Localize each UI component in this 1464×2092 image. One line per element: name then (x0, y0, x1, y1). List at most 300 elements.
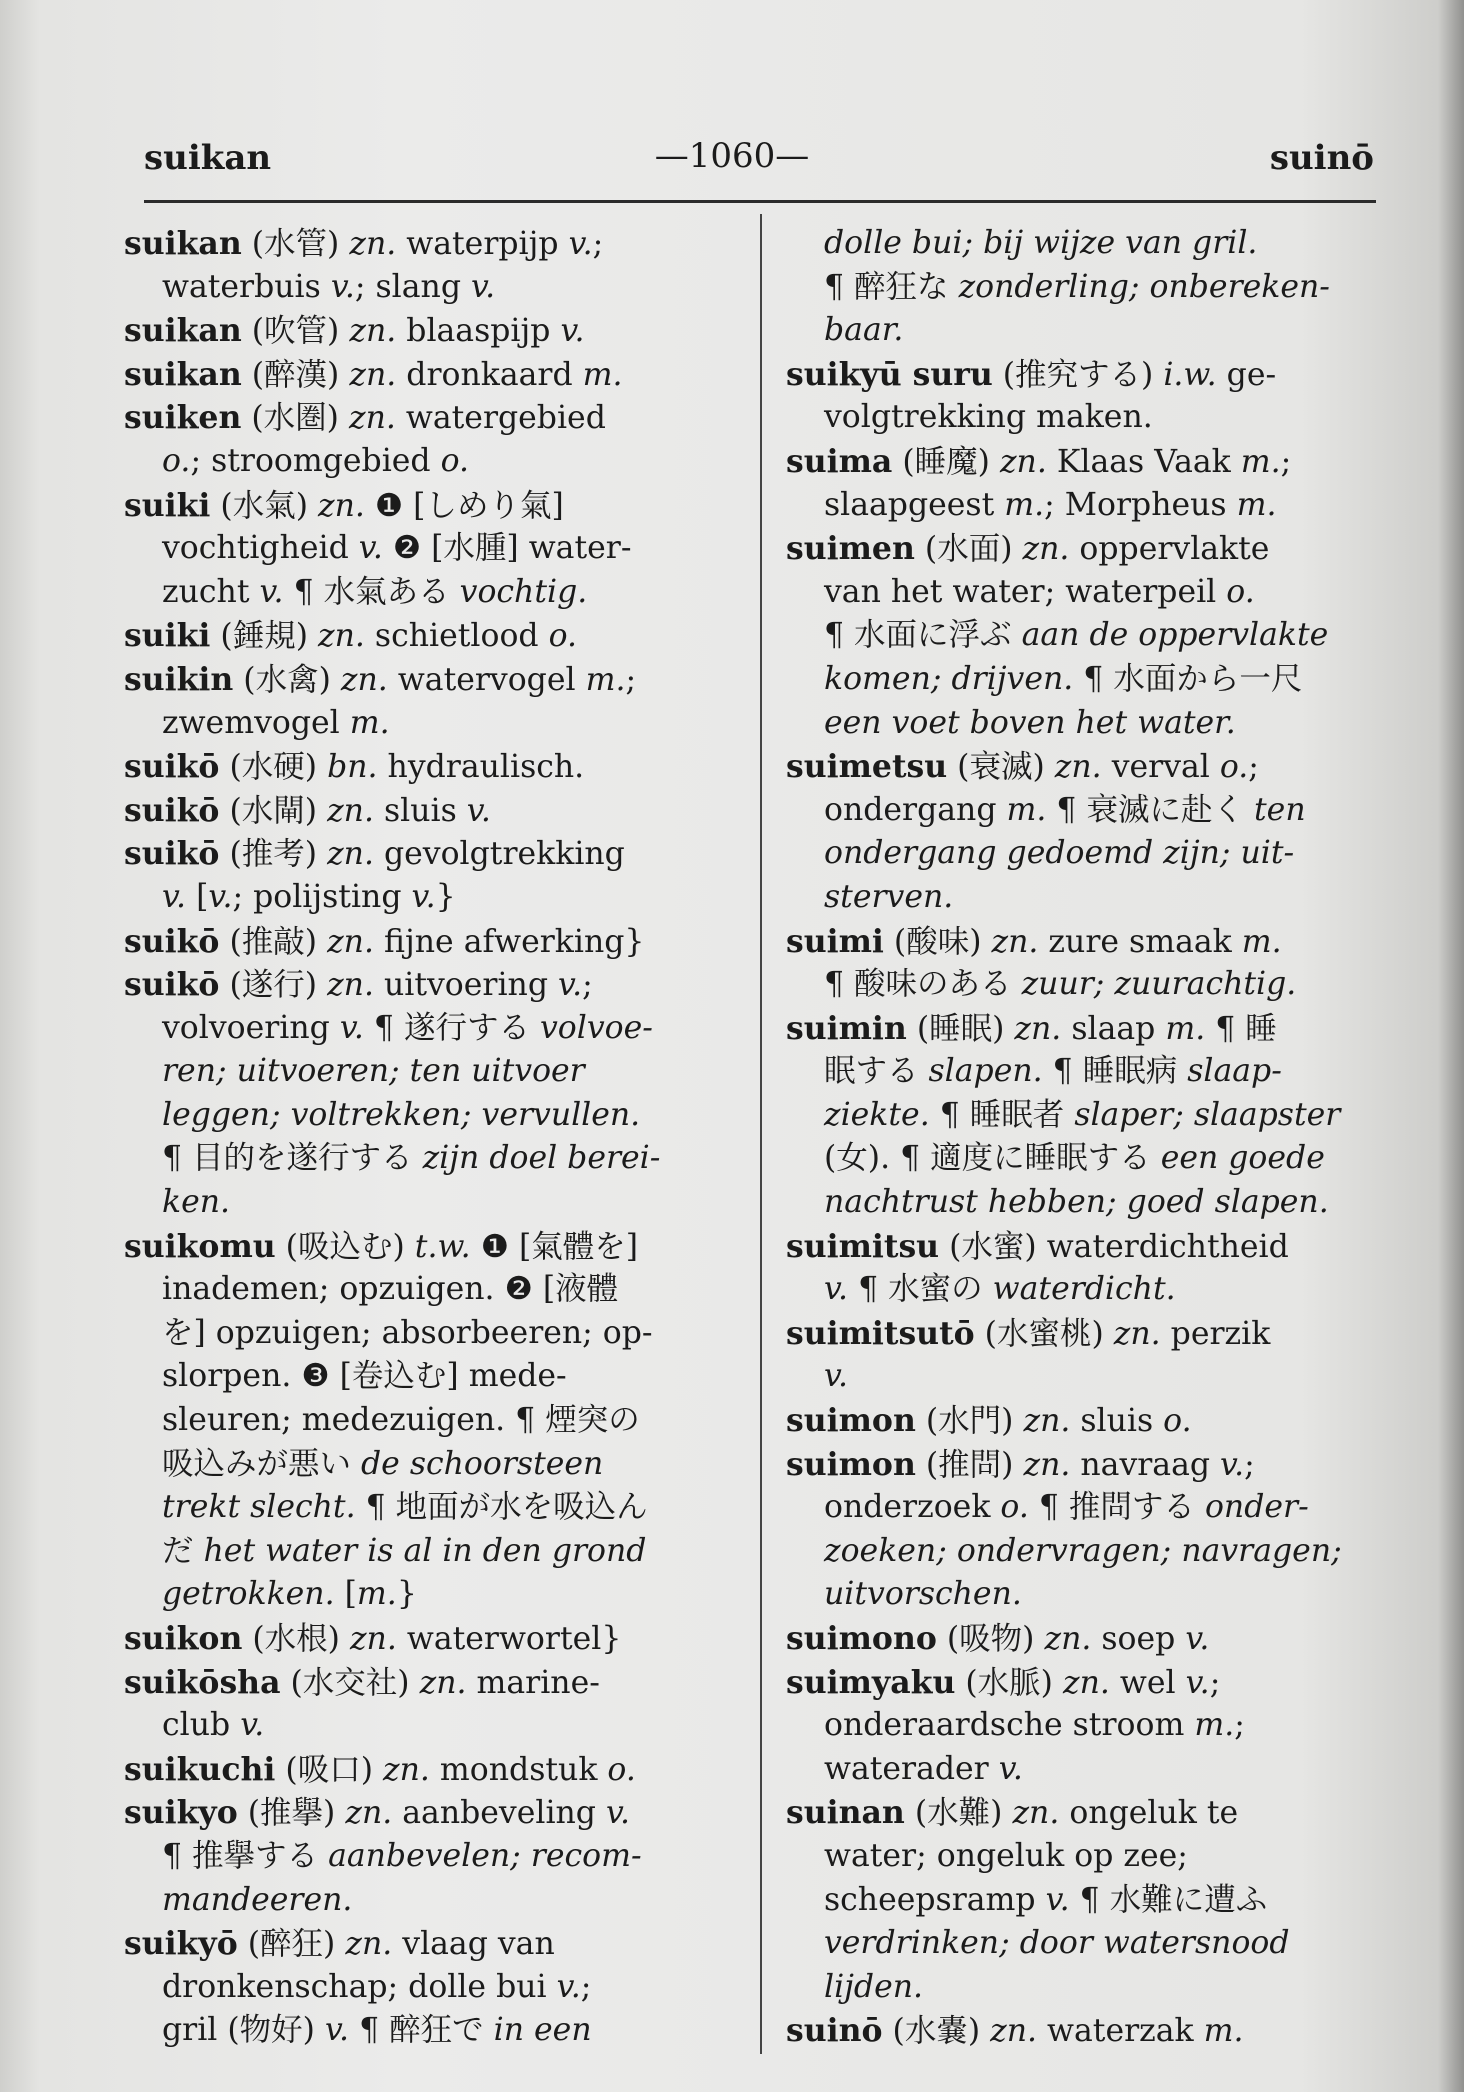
entry-text: zwemvogel (162, 704, 350, 741)
headword: suikōsha (124, 1663, 281, 1701)
entry-text: ¶ 水蜜の (848, 1271, 993, 1308)
entry-line (786, 1486, 1398, 1530)
entry-text: hydraulisch. (377, 749, 585, 786)
entry-line (124, 920, 736, 964)
entry-text: uitvoering (373, 967, 559, 1004)
entry-text: blaaspijp (396, 313, 561, 350)
entry-line (124, 1399, 736, 1443)
grammar-label: v. (411, 878, 436, 915)
entry-text: inademen; opzuigen. ❷ [液體 (162, 1271, 619, 1308)
grammar-label: zn. (345, 1795, 393, 1832)
entry-line (124, 1181, 736, 1225)
grammar-label: zn. (1062, 1664, 1110, 1701)
entry-line (124, 396, 736, 440)
headword: suiki (124, 617, 211, 655)
entry-text: ❶ [氣體を] (470, 1228, 639, 1265)
entry-text: (水蜜) (939, 1228, 1047, 1265)
grammar-label: t.w. (414, 1228, 471, 1265)
headword: suimitsu (786, 1227, 940, 1265)
entry-line (124, 1573, 736, 1617)
entry-line (786, 832, 1398, 876)
entry-text: gevolgtrekking (373, 836, 625, 873)
grammar-label: zn. (1044, 1621, 1092, 1657)
grammar-label: m. (585, 661, 626, 698)
grammar-label: zn. (1012, 1795, 1060, 1832)
entry-text: wel (1109, 1664, 1186, 1701)
grammar-label: zn. (327, 923, 374, 960)
italic-translation: volvoe- (540, 1009, 653, 1046)
entry-text: ¶ 酸味のある (824, 966, 1022, 1003)
entry-text: slaap (1061, 1010, 1166, 1047)
grammar-label: bn. (327, 749, 378, 786)
entry-text: ¶ 醉狂な (824, 268, 959, 305)
italic-translation: verdrinken; door watersnood (824, 1925, 1290, 1962)
headword: suimin (786, 1009, 907, 1047)
entry-text: ; stroomgebied (190, 442, 441, 479)
entry-text: [ (186, 878, 209, 915)
italic-translation: slaap- (1187, 1053, 1282, 1090)
entry-text: (水硬) (219, 749, 328, 786)
headword: suikyō (124, 1925, 238, 1963)
entry-text: [ (334, 1576, 357, 1613)
italic-translation: lijden. (824, 1968, 924, 2005)
entry-text: (水嚢) (882, 2013, 991, 2050)
italic-translation: het water is al in den grond (203, 1532, 647, 1569)
entry-line (124, 1879, 736, 1923)
grammar-label: v. (466, 792, 491, 829)
grammar-label: zn. (1113, 1315, 1161, 1352)
italic-translation: vochtig. (459, 573, 588, 610)
headword: suikō (124, 966, 220, 1004)
entry-text: waterbuis (162, 268, 331, 305)
headword: suinan (786, 1794, 905, 1832)
grammar-label: zn. (348, 400, 396, 437)
entry-text: ¶ 水面から一尺 (1073, 660, 1303, 697)
headword: suimetsu (786, 748, 948, 786)
entry-text: (水難) (904, 1795, 1013, 1832)
entry-text: onderzoek (824, 1489, 1001, 1526)
entry-text: navraag (1070, 1446, 1221, 1483)
entry-line (124, 1268, 736, 1312)
entry-text: ; (1209, 1664, 1221, 1701)
entry-line (124, 1050, 736, 1094)
italic-translation: zuur; zuurachtig. (1021, 966, 1297, 1003)
headword: suinō (786, 2012, 883, 2050)
italic-translation: leggen; voltrekken; vervullen. (162, 1096, 641, 1133)
italic-translation: in een (493, 2012, 592, 2049)
entry-text: ¶ 水面に浮ぶ (824, 617, 1022, 654)
entry-text: ❶ [しめり氣] (364, 487, 564, 524)
grammar-label: zn. (999, 443, 1047, 480)
entry-line (786, 1312, 1398, 1356)
grammar-label: v. (259, 573, 284, 610)
entry-line (786, 1661, 1398, 1705)
entry-text: waterwortel} (396, 1621, 622, 1657)
entry-text: ge- (1216, 356, 1277, 393)
grammar-label: o. (1226, 573, 1255, 610)
grammar-label: zn. (327, 792, 374, 829)
entry-text: (吸込む) (275, 1228, 415, 1265)
italic-translation: de schoorsteen (361, 1445, 604, 1482)
entry-text: ; Morpheus (1044, 486, 1237, 523)
entry-text: (醉漢) (241, 356, 350, 393)
entry-text: vlaag van (392, 1926, 555, 1963)
italic-translation: mandeeren. (162, 1881, 353, 1918)
entry-line (124, 571, 736, 615)
italic-translation: een goede (1160, 1140, 1325, 1177)
grammar-label: v. (558, 967, 583, 1004)
entry-line (124, 1835, 736, 1879)
grammar-label: m. (1006, 791, 1047, 828)
headword: suiki (124, 486, 211, 524)
entry-text: watergebied (395, 400, 606, 437)
entry-text: (水根) (242, 1621, 350, 1657)
italic-translation: slaper; slaapster (1074, 1096, 1341, 1133)
grammar-label: m. (582, 356, 623, 393)
entry-line (786, 396, 1398, 440)
entry-text: ¶ 水氣ある (283, 573, 460, 610)
entry-text: waterdichtheid (1046, 1228, 1289, 1265)
entry-text: ¶ 水難に遭ふ (1069, 1881, 1268, 1918)
entry-text: (吸口) (275, 1751, 383, 1788)
entry-text: } (435, 878, 456, 915)
entry-line (124, 1661, 736, 1705)
headword: suikō (124, 835, 220, 873)
italic-translation: ken. (162, 1184, 231, 1221)
entry-line (124, 309, 736, 353)
grammar-label: zn. (1054, 749, 1102, 786)
italic-translation: dolle bui; bij wijze van gril. (824, 225, 1258, 261)
entry-text: dronkaard (396, 356, 583, 393)
headword: suimi (786, 922, 884, 960)
entry-line (124, 1966, 736, 2010)
entry-text: (推敲) (219, 923, 328, 960)
entry-text: dronkenschap; dolle bui (162, 1968, 557, 2005)
grammar-label: zn. (1023, 1446, 1071, 1483)
entry-text: ; slang (354, 268, 472, 305)
entry-text: ; polijsting (232, 878, 412, 915)
entry-line (786, 963, 1398, 1007)
entry-line (786, 1835, 1398, 1879)
entry-line (124, 266, 736, 310)
grammar-label: zn. (349, 313, 397, 350)
grammar-label: m. (1236, 486, 1277, 523)
entry-line (786, 2009, 1398, 2053)
italic-translation: uitvorschen. (824, 1576, 1022, 1613)
entry-text: 吸込みが悪い (162, 1445, 362, 1482)
entry-text: (水蜜桃) (974, 1315, 1114, 1352)
headword: suimon (786, 1402, 916, 1440)
entry-text: waterader (824, 1750, 999, 1787)
entry-text: ; (582, 967, 593, 1004)
entry-text: 眠する (824, 1053, 929, 1090)
entry-text: (吹管) (241, 313, 350, 350)
entry-text: mondstuk (429, 1751, 608, 1788)
grammar-label: v. (1045, 1881, 1070, 1918)
entry-line (786, 1966, 1398, 2010)
entry-text: (醉狂) (237, 1926, 346, 1963)
grammar-label: m. (349, 704, 390, 741)
entry-line (786, 1530, 1398, 1574)
headword: suimen (786, 530, 915, 568)
entry-text: watervogel (387, 661, 586, 698)
entry-text: ¶ 地面が水を吸込ん (355, 1489, 648, 1526)
left-column (124, 222, 736, 2053)
entry-line (124, 1486, 736, 1530)
grammar-label: m. (1165, 1010, 1206, 1047)
entry-text: だ (162, 1532, 204, 1569)
entry-text: slorpen. ❸ [卷込む] mede- (162, 1358, 567, 1395)
entry-text: sluis (373, 792, 467, 829)
headword: suikan (124, 312, 242, 350)
entry-line (786, 266, 1398, 310)
entry-text: fijne afwerking} (373, 923, 645, 960)
italic-translation: nachtrust hebben; goed slapen. (824, 1184, 1329, 1221)
entry-line (786, 1355, 1398, 1399)
grammar-label: zn. (349, 226, 397, 262)
entry-text: onderaardsche stroom (824, 1707, 1195, 1744)
entry-line (786, 1399, 1398, 1443)
entry-text: (水禽) (233, 661, 341, 698)
entry-line (124, 658, 736, 702)
entry-text: (水交社) (280, 1664, 420, 1701)
grammar-label: zn. (349, 356, 397, 393)
headword: suima (786, 442, 893, 480)
entry-line (124, 789, 736, 833)
entry-line (124, 1922, 736, 1966)
entry-text: schietlood (364, 618, 549, 655)
headword: suikō (124, 791, 220, 829)
entry-text: vochtigheid (162, 530, 359, 567)
entry-line (786, 309, 1398, 353)
entry-text: ; (1234, 1707, 1245, 1744)
grammar-label: v. (240, 1707, 265, 1744)
right-guide-word: suinō (1269, 138, 1374, 178)
grammar-label: o. (548, 618, 578, 655)
headword: suiken (124, 399, 242, 437)
headword: suikuchi (124, 1750, 276, 1788)
entry-text: (遂行) (219, 967, 328, 1004)
entry-text: (吸物) (936, 1621, 1045, 1657)
grammar-label: v. (998, 1750, 1023, 1787)
entry-text: (水管) (241, 226, 350, 262)
entry-text: scheepsramp (824, 1881, 1046, 1918)
header-rule (144, 200, 1376, 203)
grammar-label: zn. (318, 487, 365, 524)
grammar-label: m. (1004, 486, 1045, 523)
grammar-label: v. (568, 226, 593, 262)
italic-translation: baar. (824, 312, 904, 349)
entry-line (786, 1573, 1398, 1617)
headword: suikan (124, 225, 242, 262)
grammar-label: zn. (340, 661, 388, 698)
entry-line (124, 1443, 736, 1487)
entry-text: sluis (1070, 1403, 1164, 1440)
entry-text: soep (1091, 1621, 1186, 1657)
grammar-label: v. (605, 1795, 631, 1832)
grammar-label: i.w. (1163, 356, 1217, 393)
entry-line (786, 876, 1398, 920)
entry-line (124, 1312, 736, 1356)
italic-translation: aan de oppervlakte (1021, 617, 1329, 654)
entry-line (786, 702, 1398, 746)
grammar-label: m. (1241, 923, 1282, 960)
headword: suikomu (124, 1227, 276, 1265)
entry-line (786, 1007, 1398, 1051)
entry-text: ; (1248, 749, 1259, 786)
entry-line (786, 571, 1398, 615)
entry-text: Klaas Vaak (1046, 443, 1241, 480)
grammar-label: zn. (327, 967, 374, 1004)
entry-line (124, 527, 736, 571)
entry-text: ¶ 睡眠者 (929, 1096, 1075, 1133)
grammar-label: v. (1185, 1621, 1210, 1657)
entry-line (786, 222, 1398, 266)
grammar-label: zn. (991, 923, 1039, 960)
entry-line (786, 1791, 1398, 1835)
grammar-label: zn. (990, 2013, 1038, 2050)
headword: suikon (124, 1620, 243, 1657)
entry-line (124, 1355, 736, 1399)
entry-text: (錘規) (210, 618, 319, 655)
grammar-label: zn. (327, 836, 374, 873)
entry-text: (睡眠) (906, 1010, 1015, 1047)
entry-line (786, 1181, 1398, 1225)
entry-line (786, 789, 1398, 833)
entry-text: (酸味) (883, 923, 992, 960)
grammar-label: zn. (383, 1751, 430, 1788)
italic-translation: zijn doel berei- (422, 1140, 661, 1177)
entry-text: aanbeveling (392, 1795, 606, 1832)
italic-translation: ondergang gedoemd zijn; uit- (824, 835, 1295, 872)
entry-text: (水脈) (955, 1664, 1063, 1701)
italic-translation: komen; drijven. (824, 660, 1074, 697)
entry-text: ¶ 推問する (1028, 1489, 1205, 1526)
entry-line (124, 222, 736, 266)
headword: suimyaku (786, 1663, 956, 1701)
entry-text: perzik (1160, 1315, 1271, 1352)
entry-line (124, 745, 736, 789)
headword: suimon (786, 1445, 916, 1483)
headword: suimono (786, 1620, 937, 1657)
entry-line (124, 1137, 736, 1181)
headword: suikin (124, 660, 234, 698)
entry-text: (水圏) (241, 400, 349, 437)
entry-text: ¶ 睡 (1205, 1010, 1277, 1047)
entry-line (124, 832, 736, 876)
headword: suikan (124, 355, 242, 393)
grammar-label: v. (824, 1271, 849, 1308)
italic-translation: waterdicht. (992, 1271, 1176, 1308)
entry-text: (推究する) (992, 356, 1164, 393)
entry-line (786, 1094, 1398, 1138)
grammar-label: zn. (1023, 1403, 1071, 1440)
entry-text: marine- (466, 1664, 600, 1701)
entry-line (786, 484, 1398, 528)
entry-text: ¶ 遂行する (363, 1009, 541, 1046)
grammar-label: o. (1219, 749, 1249, 786)
grammar-label: v. (560, 313, 585, 350)
entry-line (786, 1137, 1398, 1181)
grammar-label: v. (471, 268, 496, 305)
grammar-label: o. (440, 442, 470, 479)
entry-line (786, 1268, 1398, 1312)
entry-line (124, 484, 736, 528)
italic-translation: onder- (1204, 1489, 1309, 1526)
grammar-label: zn. (349, 1621, 397, 1657)
entry-line (124, 876, 736, 920)
italic-translation: ziekte. (824, 1096, 930, 1133)
entry-text: (推考) (219, 836, 328, 873)
grammar-label: m. (1194, 1707, 1235, 1744)
entry-line (124, 1530, 736, 1574)
italic-translation: zoeken; ondervragen; navragen; (824, 1532, 1342, 1569)
grammar-label: o. (162, 442, 191, 479)
book-spine-shadow (1438, 0, 1464, 2092)
entry-text: ; (580, 1968, 592, 2005)
italic-translation: slapen. (928, 1053, 1043, 1090)
italic-translation: trekt slecht. (162, 1489, 356, 1526)
headword: suimitsutō (786, 1314, 975, 1352)
entry-text: ¶ 衰滅に赴く (1046, 791, 1255, 828)
entry-text: ¶ 目的を遂行する (162, 1140, 423, 1177)
entry-text: ondergang (824, 791, 1007, 828)
entry-line (124, 1094, 736, 1138)
entry-line (786, 1704, 1398, 1748)
entry-text: ¶ 醉狂で (349, 2012, 494, 2049)
grammar-label: v. (162, 878, 187, 915)
entry-text: ; (1280, 443, 1292, 480)
entry-line (786, 658, 1398, 702)
entry-line (786, 1922, 1398, 1966)
grammar-label: m. (1203, 2013, 1244, 2050)
italic-translation: ren; uitvoeren; ten uitvoer (162, 1053, 585, 1090)
entry-text: (水面) (914, 531, 1023, 568)
italic-translation: ten (1254, 791, 1306, 828)
entry-line (786, 920, 1398, 964)
italic-translation: een voet boven het water. (824, 704, 1236, 741)
entry-line (786, 1748, 1398, 1792)
grammar-label: v. (1220, 1446, 1245, 1483)
entry-text: waterzak (1037, 2013, 1204, 2050)
entry-text: (睡魔) (892, 443, 1000, 480)
headword: suikyo (124, 1794, 238, 1832)
entry-text: verval (1101, 749, 1220, 786)
grammar-label: zn. (1014, 1010, 1062, 1047)
entry-text: } (396, 1576, 417, 1613)
entry-text: ¶ 睡眠病 (1042, 1053, 1188, 1090)
entry-line (786, 440, 1398, 484)
grammar-label: v. (339, 1009, 364, 1046)
entry-text: volgtrekking maken. (824, 399, 1153, 436)
entry-line (786, 353, 1398, 397)
grammar-label: v. (358, 530, 383, 567)
entry-text: (推問) (915, 1446, 1024, 1483)
headword: suikō (124, 922, 220, 960)
entry-text: zure smaak (1038, 923, 1242, 960)
entry-text: (衰滅) (947, 749, 1055, 786)
entry-line (124, 1225, 736, 1269)
italic-translation: aanbevelen; recom- (328, 1837, 642, 1874)
entry-text: club (162, 1707, 241, 1744)
entry-line (786, 1617, 1398, 1661)
entry-line (124, 963, 736, 1007)
grammar-label: o. (1163, 1403, 1192, 1440)
entry-line (124, 1748, 736, 1792)
entry-line (124, 1007, 736, 1051)
entry-text: (推擧) (237, 1795, 346, 1832)
entry-text: van het water; waterpeil (824, 573, 1227, 610)
